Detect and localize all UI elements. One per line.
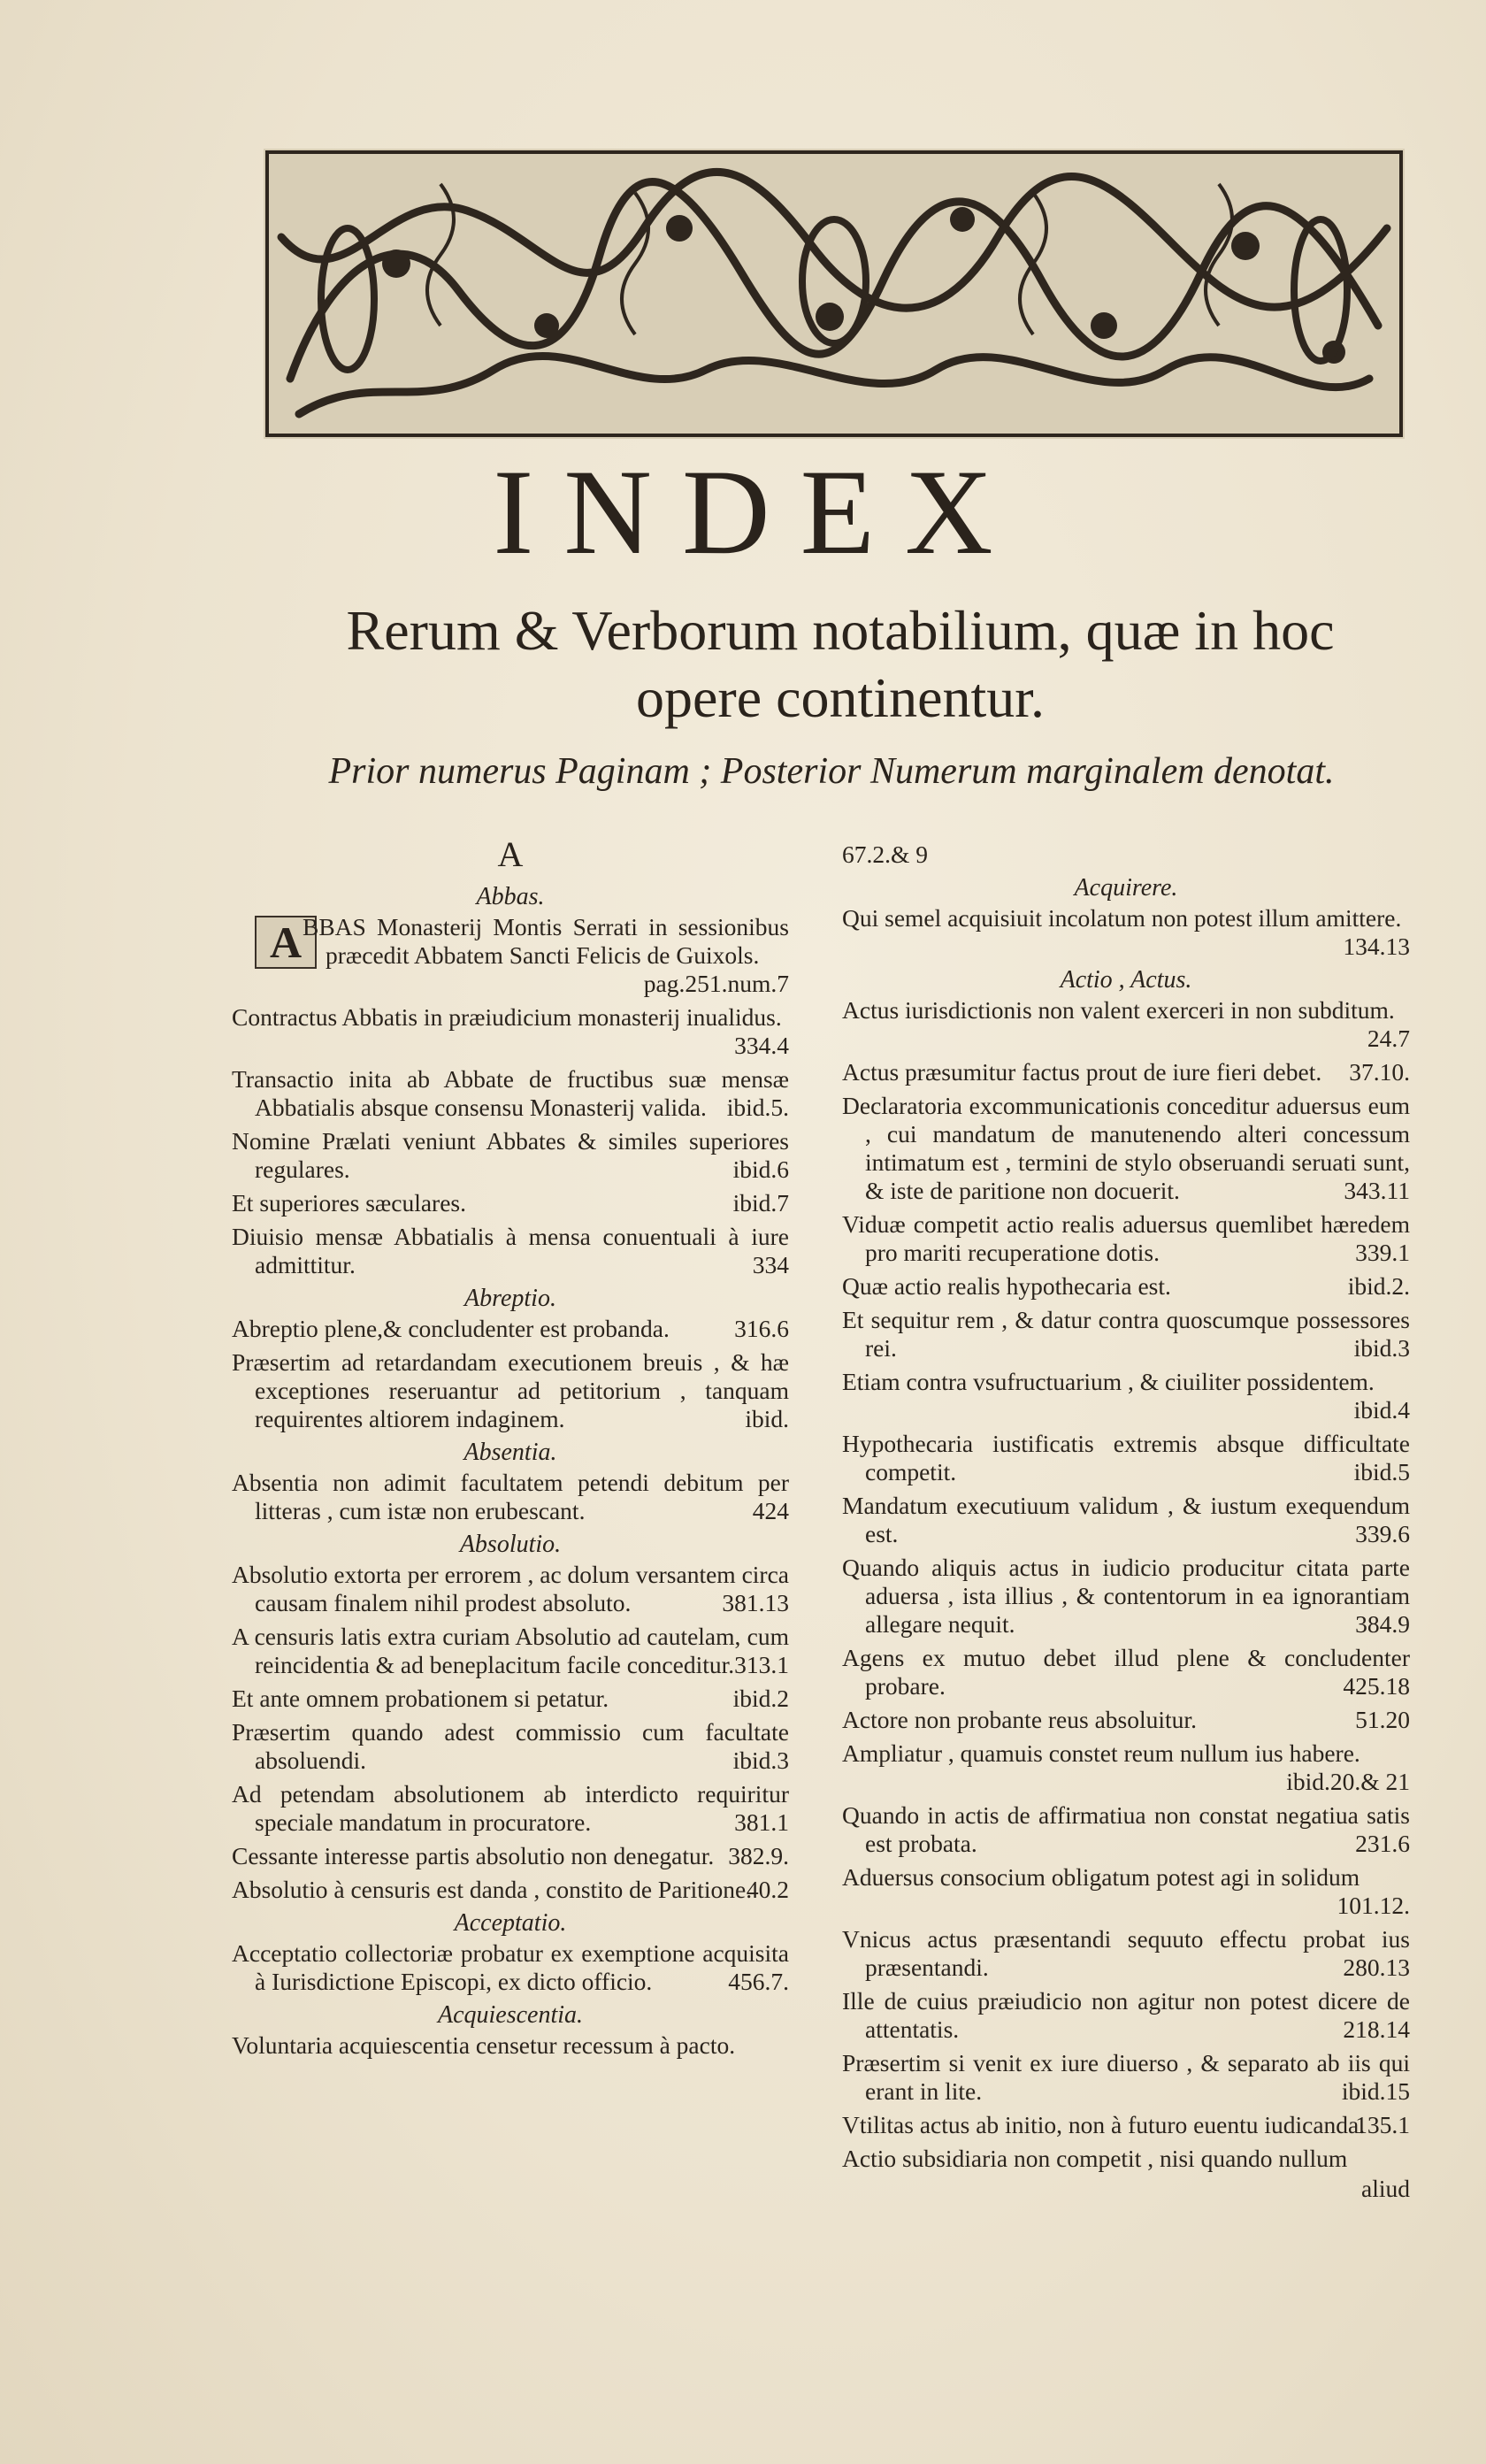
index-entry <box>842 1058 1410 1086</box>
right-column <box>842 841 1410 2203</box>
index-entry <box>842 904 1410 961</box>
index-heading: Acceptatio. <box>454 1909 567 1937</box>
entry-text: Etiam contra vsufructuarium , & ciuiliter possidentem. <box>842 1368 1375 1395</box>
entry-text: Contractus Abbatis in præiudicium monasterij inualidus. <box>232 1003 782 1031</box>
entry-text: Quando in actis de affirmatiua non constat negatiua satis est probata. <box>842 1801 1410 1857</box>
page-reference: 425.18 <box>1343 1672 1410 1700</box>
index-heading: Absentia. <box>463 1439 557 1466</box>
page-reference: 37.10. <box>1349 1058 1410 1086</box>
page-reference: 134.13 <box>1343 933 1410 960</box>
carry-over-reference: 67.2.& 9 <box>842 841 929 868</box>
numbering-note: Prior numerus Paginam ; Posterior Numerum marginalem denotat. <box>328 751 1335 792</box>
page-reference: pag.251.num.7 <box>643 970 789 997</box>
page-reference: 339.6 <box>1355 1520 1410 1547</box>
page-reference: 280.13 <box>1343 1954 1410 1981</box>
entry-text: Et superiores sæculares. <box>232 1189 466 1217</box>
index-entry <box>842 1430 1410 1486</box>
entry-text: Acceptatio collectoriæ probatur ex exemptione acquisita à Iurisdictione Episcopi, ex dicto officio. <box>232 1939 789 1995</box>
entry-text: Qui semel acquisiuit incolatum non potest illum amittere. <box>842 904 1402 932</box>
entry-text: Cessante interesse partis absolutio non denegatur. <box>232 1842 715 1869</box>
entry-text: Absolutio extorta per errorem , ac dolum versantem circa causam finalem nihil prodest absoluto. <box>232 1561 789 1616</box>
index-entry <box>842 996 1410 1053</box>
entry-text: Præsertim si venit ex iure diuerso , & separato ab iis qui erant in lite. <box>842 2049 1410 2105</box>
entry-text: Ille de cuius præiudicio non agitur non potest dicere de attentatis. <box>842 1987 1410 2043</box>
page-reference: 381.13 <box>722 1589 789 1616</box>
left-column <box>232 834 789 2065</box>
index-entry <box>842 2049 1410 2106</box>
index-entry <box>842 1272 1410 1301</box>
entry-text: Actus iurisdictionis non valent exerceri in non subditum. <box>842 996 1395 1024</box>
index-entry <box>232 1623 789 1679</box>
page-reference: ibid.5 <box>1353 1458 1410 1485</box>
index-entry <box>232 1065 789 1122</box>
index-entry <box>232 1876 789 1904</box>
entry-text: Viduæ competit actio realis aduersus quemlibet hæredem pro mariti recuperatione dotis. <box>842 1210 1410 1266</box>
index-subtitle: Rerum & Verborum notabilium, quæ in hoc opere continentur. <box>346 599 1335 729</box>
page-reference: ibid.15 <box>1341 2077 1410 2105</box>
entry-text: Actore non probante reus absoluitur. <box>842 1706 1197 1733</box>
page-reference: 51.20 <box>1355 1706 1410 1733</box>
index-entry <box>842 1644 1410 1700</box>
index-entry <box>232 2031 789 2060</box>
woodcut-headpiece-ornament <box>264 149 1405 439</box>
page-reference: 334.4 <box>734 1032 789 1059</box>
page-reference: ibid.2. <box>1347 1272 1410 1300</box>
entry-text: Abreptio plene,& concludenter est probanda. <box>232 1315 670 1342</box>
page-reference: 231.6 <box>1355 1830 1410 1857</box>
page-reference: 101.12. <box>1337 1892 1410 1919</box>
page-reference: 135.1 <box>1355 2111 1410 2138</box>
page-reference: 218.14 <box>1343 2015 1410 2043</box>
entry-text: Hypothecaria iustificatis extremis absque difficultate competit. <box>842 1430 1410 1485</box>
page-reference: 424 <box>752 1497 789 1524</box>
index-heading: Abbas. <box>476 883 545 910</box>
page-reference: 313.1 <box>734 1651 789 1678</box>
entry-text: Quando aliquis actus in iudicio producitur citata parte aduersa , ista illius , & contentorum in ea ignorantiam allegare nequit. <box>842 1554 1410 1638</box>
entry-text: Vnicus actus præsentandi sequuto effectu probat ius præsentandi. <box>842 1925 1410 1981</box>
entry-text: Præsertim ad retardandam executionem breuis , & hæ exceptiones reseruantur ad petitorium , tanquam requirentes altiorem indaginem. <box>232 1348 789 1432</box>
page-reference: ibid.4 <box>1353 1396 1410 1424</box>
index-entry <box>232 1718 789 1775</box>
page-reference: 40.2 <box>746 1876 789 1903</box>
index-entry <box>232 1780 789 1837</box>
index-entry <box>232 1842 789 1870</box>
index-entry <box>842 1706 1410 1734</box>
entry-text: Quæ actio realis hypothecaria est. <box>842 1272 1171 1300</box>
page-reference: 456.7. <box>728 1968 789 1995</box>
entry-text: Ampliatur , quamuis constet reum nullum ius habere. <box>842 1739 1360 1767</box>
index-heading: Abreptio. <box>464 1285 556 1312</box>
entry-text: Aduersus consocium obligatum potest agi in solidum <box>842 1863 1360 1891</box>
index-entry <box>232 1348 789 1433</box>
index-entry <box>842 1306 1410 1362</box>
index-entry <box>842 1492 1410 1548</box>
index-entry <box>842 1925 1410 1982</box>
page-reference: 381.1 <box>734 1808 789 1836</box>
index-entry <box>842 1987 1410 2044</box>
entry-text: Vtilitas actus ab initio, non à futuro euentu iudicanda. <box>842 2111 1366 2138</box>
index-entry <box>842 1554 1410 1639</box>
page-reference: ibid.2 <box>732 1685 789 1712</box>
page-reference: ibid.3 <box>732 1746 789 1774</box>
index-entry <box>842 1210 1410 1267</box>
index-entry <box>232 1223 789 1279</box>
index-entry <box>232 1469 789 1525</box>
entry-text: Præsertim quando adest commissio cum facultate absoluendi. <box>232 1718 789 1774</box>
index-entry <box>842 1092 1410 1205</box>
decorated-initial: A <box>255 916 317 969</box>
index-entry <box>232 1189 789 1217</box>
index-entry <box>232 1003 789 1060</box>
index-entry <box>232 1127 789 1184</box>
entry-text: Transactio inita ab Abbate de fructibus suæ mensæ Abbatialis absque consensu Monasterij valida. <box>232 1065 789 1121</box>
page-reference: 316.6 <box>734 1315 789 1342</box>
index-entry <box>232 913 789 998</box>
page-reference: 24.7 <box>1367 1025 1410 1052</box>
page-reference: ibid. <box>745 1405 789 1432</box>
entry-text: Absentia non adimit facultatem petendi debitum per litteras , cum istæ non erubescant. <box>232 1469 789 1524</box>
page-reference: 334 <box>752 1251 789 1278</box>
section-letter: A <box>497 834 524 874</box>
index-entry <box>842 2111 1410 2139</box>
entry-text: Declaratoria excommunicationis conceditur aduersus eum , cui mandatum de manutenendo alteri concessum intimatum est , termini de stylo obseruandi seruati sunt, & iste de paritione non docuerit. <box>842 1092 1410 1204</box>
index-entry <box>842 1801 1410 1858</box>
index-entry <box>842 1863 1410 1920</box>
page-reference: 384.9 <box>1355 1610 1410 1638</box>
entry-text: Diuisio mensæ Abbatialis à mensa conuentuali à iure admittitur. <box>232 1223 789 1278</box>
index-entry <box>232 1939 789 1996</box>
page-reference: ibid.6 <box>732 1155 789 1183</box>
entry-text: BBAS Monasterij Montis Serrati in sessionibus præcedit Abbatem Sancti Felicis de Guixols. <box>303 913 789 969</box>
index-entry <box>232 1685 789 1713</box>
entry-text: Ad petendam absolutionem ab interdicto requiritur speciale mandatum in procuratore. <box>232 1780 789 1836</box>
entry-text: Agens ex mutuo debet illud plene & concludenter probare. <box>842 1644 1410 1700</box>
page-reference: 343.11 <box>1344 1177 1410 1204</box>
entry-text: Et ante omnem probationem si petatur. <box>232 1685 609 1712</box>
index-entry <box>842 2145 1410 2173</box>
index-entry <box>232 1315 789 1343</box>
index-heading: Acquirere. <box>1074 874 1178 902</box>
page-reference: ibid.3 <box>1353 1334 1410 1362</box>
entry-text: A censuris latis extra curiam Absolutio ad cautelam, cum reincidentia & ad beneplacitum facile conceditur. <box>232 1623 789 1678</box>
index-entry <box>232 1561 789 1617</box>
entry-text: Absolutio à censuris est danda , constito de Paritione. <box>232 1876 753 1903</box>
index-title: INDEX <box>493 444 1023 580</box>
index-heading: Absolutio. <box>459 1531 562 1558</box>
index-heading: Actio , Actus. <box>1060 966 1192 994</box>
index-heading: Acquiescentia. <box>437 2001 584 2029</box>
catchword: aliud <box>1361 2175 1410 2202</box>
entry-text: Mandatum executiuum validum , & iustum exequendum est. <box>842 1492 1410 1547</box>
entry-text: Actio subsidiaria non competit , nisi quando nullum <box>842 2145 1348 2172</box>
page-reference: 339.1 <box>1355 1239 1410 1266</box>
entry-text: Voluntaria acquiescentia censetur recessum à pacto. <box>232 2031 736 2059</box>
index-entry <box>842 1368 1410 1424</box>
page-reference: ibid.5. <box>726 1094 789 1121</box>
entry-text: Nomine Prælati veniunt Abbates & similes superiores regulares. <box>232 1127 789 1183</box>
entry-text: Actus præsumitur factus prout de iure fieri debet. <box>842 1058 1322 1086</box>
page-reference: 382.9. <box>728 1842 789 1869</box>
entry-text: Et sequitur rem , & datur contra quoscumque possessores rei. <box>842 1306 1410 1362</box>
index-entry <box>842 1739 1410 1796</box>
page-reference: ibid.7 <box>732 1189 789 1217</box>
page-reference: ibid.20.& 21 <box>1286 1768 1410 1795</box>
